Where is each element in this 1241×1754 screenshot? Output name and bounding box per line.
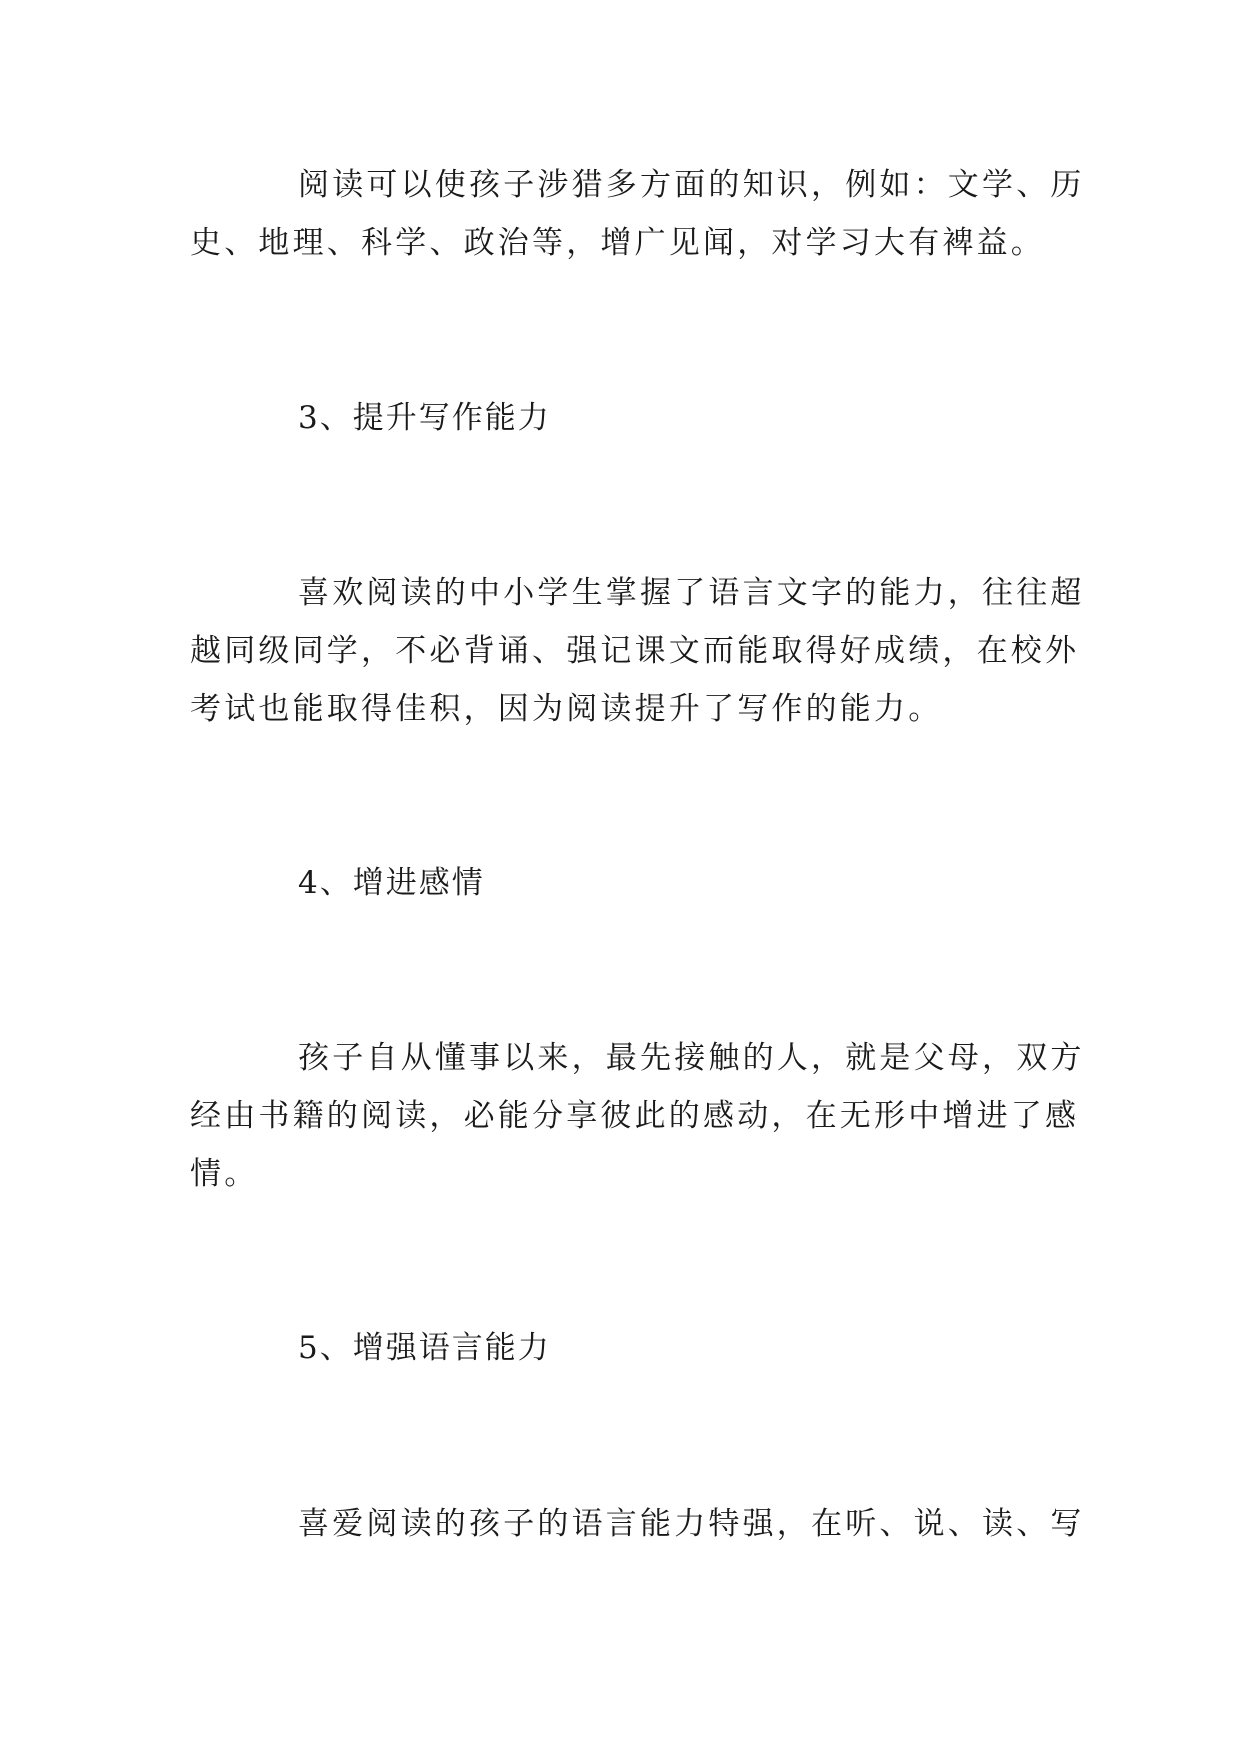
paragraph-emotion-line-1: 孩子自从懂事以来，最先接触的人，就是父母，双方 [298,1040,1085,1076]
paragraph-writing-line-2: 越同级同学，不必背诵、强记课文而能取得好成绩，在校外 [190,633,1080,669]
paragraph-language-line-1: 喜爱阅读的孩子的语言能力特强，在听、说、读、写 [298,1506,1085,1542]
paragraph-writing-line-1: 喜欢阅读的中小学生掌握了语言文字的能力，往往超 [298,575,1085,611]
paragraph-writing-line-3: 考试也能取得佳积，因为阅读提升了写作的能力。 [190,691,943,727]
paragraph-emotion-line-2: 经由书籍的阅读，必能分享彼此的感动，在无形中增进了感 [190,1098,1080,1134]
heading-writing-ability: 3、提升写作能力 [298,400,551,436]
paragraph-knowledge-line-2: 史、地理、科学、政治等，增广见闻，对学习大有裨益。 [190,225,1045,261]
paragraph-emotion-line-3: 情。 [190,1156,259,1192]
heading-emotion: 4、增进感情 [298,865,485,901]
heading-language-ability: 5、增强语言能力 [298,1330,551,1366]
paragraph-knowledge-line-1: 阅读可以使孩子涉猎多方面的知识，例如：文学、历 [298,167,1085,203]
